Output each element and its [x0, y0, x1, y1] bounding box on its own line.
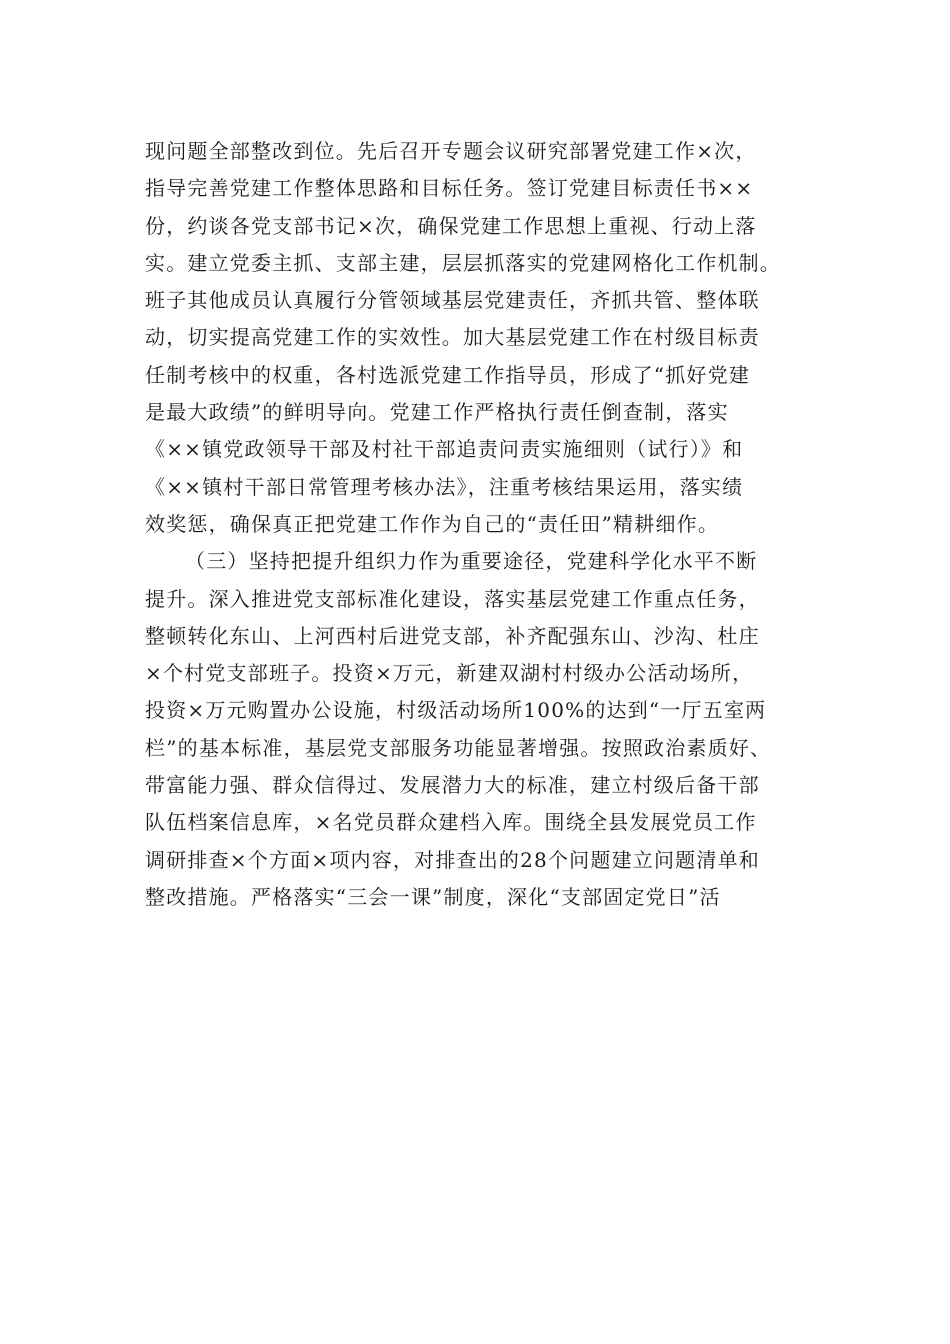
text-line: 动，切实提高党建工作的实效性。加大基层党建工作在村级目标责: [145, 325, 760, 350]
text-line: 整改措施。严格落实“三会一课”制度，深化“支部固定党日”活: [145, 884, 721, 909]
text-line: 《××镇党政领导干部及村社干部追责问责实施细则（试行）》和: [145, 437, 744, 462]
text-line: 指导完善党建工作整体思路和目标任务。签订党建目标责任书××: [145, 176, 754, 201]
text-line: 《××镇村干部日常管理考核办法》，注重考核结果运用，落实绩: [145, 474, 744, 499]
text-line: 整顿转化东山、上河西村后进党支部，补齐配强东山、沙沟、杜庄: [145, 623, 760, 648]
body-text: [145, 133, 825, 916]
text-line: 投资×万元购置办公设施，村级活动场所100%的达到“一厅五室两: [145, 698, 767, 723]
text-line: 实。建立党委主抓、支部主建，层层抓落实的党建网格化工作机制。: [145, 250, 781, 275]
text-line: 队伍档案信息库，×名党员群众建档入库。围绕全县发展党员工作: [145, 810, 757, 835]
text-line: 带富能力强、群众信得过、发展潜力大的标准，建立村级后备干部: [145, 773, 760, 798]
text-line: 提升。深入推进党支部标准化建设，落实基层党建工作重点任务，: [145, 586, 760, 611]
section-heading-line: （三）坚持把提升组织力作为重要途径，党建科学化水平不断: [185, 549, 758, 574]
text-line: 效奖惩，确保真正把党建工作作为自己的“责任田”精耕细作。: [145, 511, 720, 536]
text-line: 任制考核中的权重，各村选派党建工作指导员，形成了“抓好党建: [145, 362, 751, 387]
text-line: 调研排查×个方面×项内容，对排查出的28个问题建立问题清单和: [145, 847, 760, 872]
text-line: 份，约谈各党支部书记×次，确保党建工作思想上重视、行动上落: [145, 213, 757, 238]
text-line: 现问题全部整改到位。先后召开专题会议研究部署党建工作×次，: [145, 139, 757, 163]
text-line: 班子其他成员认真履行分管领域基层党建责任，齐抓共管、整体联: [145, 288, 760, 313]
text-line: 是最大政绩”的鲜明导向。党建工作严格执行责任倒查制，落实: [145, 400, 729, 425]
text-line: 栏”的基本标准，基层党支部服务功能显著增强。按照政治素质好、: [145, 735, 772, 760]
text-line: ×个村党支部班子。投资×万元，新建双湖村村级办公活动场所，: [145, 661, 754, 686]
